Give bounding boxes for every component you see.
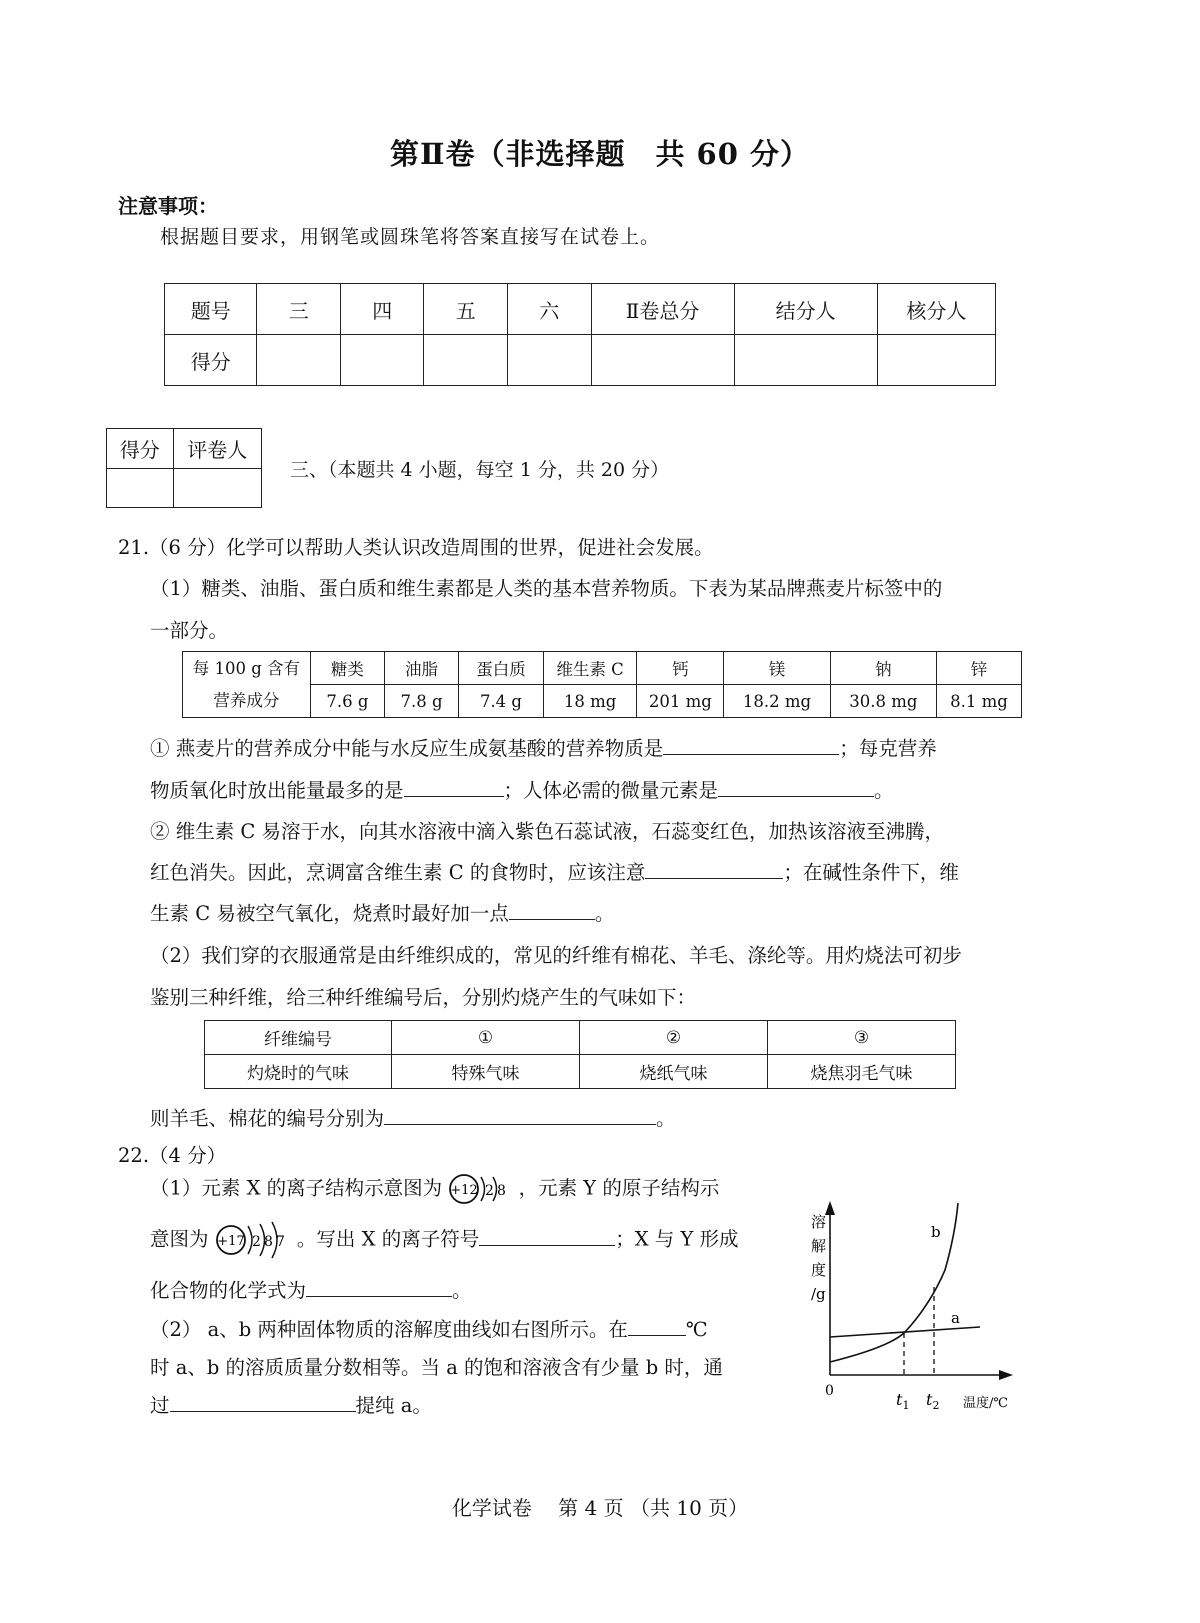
nutrient-name: 镁 bbox=[724, 652, 830, 685]
q22-p2-line3 bbox=[150, 1390, 432, 1418]
q21-s2-text-a: 红色消失。因此，烹调富含维生素 C 的食物时，应该注意 bbox=[150, 861, 646, 884]
answer-blank[interactable] bbox=[384, 1104, 656, 1125]
score-row-label: 得分 bbox=[165, 335, 257, 386]
fiber-cell: 纤维编号 bbox=[205, 1021, 392, 1055]
score-entry-cell[interactable] bbox=[257, 335, 341, 386]
q21-p1-line2: 一部分。 bbox=[150, 619, 229, 642]
answer-blank[interactable] bbox=[663, 734, 839, 755]
nutrient-name: 维生素 C bbox=[543, 652, 636, 685]
nutrition-table bbox=[182, 651, 1022, 718]
y-axis-arrow-icon bbox=[825, 1201, 835, 1215]
q22-p2-line1 bbox=[150, 1314, 708, 1342]
nutrient-name: 糖类 bbox=[310, 652, 384, 685]
q21-s1-line2 bbox=[150, 775, 894, 803]
grader-score-label: 得分 bbox=[107, 429, 174, 469]
y-label-char: 溶 bbox=[811, 1213, 827, 1231]
q21-p2-line1: （2）我们穿的衣服通常是由纤维织成的，常见的纤维有棉花、羊毛、涤纶等。用灼烧法可初步 bbox=[150, 944, 962, 967]
fiber-cell: ② bbox=[580, 1021, 768, 1055]
q22-p1-text-b: ，元素 Y 的原子结构示 bbox=[518, 1176, 720, 1200]
score-cell: 四 bbox=[340, 284, 424, 335]
y-label-char: /g bbox=[811, 1285, 826, 1303]
fiber-cell: 灼烧时的气味 bbox=[205, 1055, 392, 1089]
q21-s2-text-c: 生素 C 易被空气氧化，烧煮时最好加一点 bbox=[150, 902, 509, 925]
nutrient-name: 钙 bbox=[637, 652, 724, 685]
q22-p1-text-e: ；X 与 Y 形成 bbox=[615, 1227, 739, 1251]
answer-blank[interactable] bbox=[306, 1276, 452, 1297]
curve-a-label: a bbox=[951, 1309, 960, 1327]
q21-p2-question bbox=[150, 1103, 676, 1131]
q21-p2-text-a: 则羊毛、棉花的编号分别为 bbox=[150, 1107, 385, 1130]
q21-s1-text-e: 。 bbox=[874, 779, 894, 802]
section3-heading: 三、（本题共 4 小题，每空 1 分，共 20 分） bbox=[290, 459, 670, 481]
score-table bbox=[164, 283, 996, 386]
nutrient-name: 油脂 bbox=[384, 652, 458, 685]
score-cell: 三 bbox=[257, 284, 341, 335]
fiber-table bbox=[204, 1020, 956, 1089]
nutrient-name: 蛋白质 bbox=[459, 652, 544, 685]
nutrient-name: 钠 bbox=[830, 652, 936, 685]
page-footer: 化学试卷 第 4 页 （共 10 页） bbox=[451, 1496, 749, 1520]
notice-body: 根据题目要求，用钢笔或圆珠笔将答案直接写在试卷上。 bbox=[160, 226, 661, 248]
t2-sub: 2 bbox=[932, 1399, 940, 1412]
t1-main: t bbox=[896, 1390, 903, 1409]
nutrient-value: 7.6 g bbox=[310, 685, 384, 718]
fiber-cell: ① bbox=[392, 1021, 580, 1055]
q21-s2-text-b: ；在碱性条件下，维 bbox=[783, 861, 959, 884]
t2-label bbox=[926, 1390, 939, 1412]
nutrition-header-bottom: 营养成分 bbox=[213, 690, 280, 710]
q21-p2-text-b: 。 bbox=[656, 1107, 676, 1130]
q22-p1-text-c: 意图为 bbox=[150, 1227, 209, 1251]
answer-blank[interactable] bbox=[404, 776, 504, 797]
score-table-score-row bbox=[165, 335, 996, 386]
score-cell: 六 bbox=[508, 284, 592, 335]
q21-s2-line1: ② 维生素 C 易溶于水，向其水溶液中滴入紫色石蕊试液，石蕊变红色，加热该溶液至沸腾， bbox=[150, 820, 945, 843]
solubility-graph bbox=[795, 1195, 1025, 1420]
q22-p1-line1 bbox=[150, 1172, 719, 1206]
answer-blank[interactable] bbox=[718, 776, 874, 797]
ion-x-shell: 8 bbox=[497, 1183, 507, 1199]
nutrient-value: 8.1 mg bbox=[937, 685, 1022, 718]
score-cell: 核分人 bbox=[877, 284, 995, 335]
q22-p1-text-a: （1）元素 X 的离子结构示意图为 bbox=[150, 1176, 443, 1200]
x-label: 温度/℃ bbox=[963, 1396, 1008, 1411]
answer-blank[interactable] bbox=[509, 899, 595, 920]
ion-x-nucleus: +12 bbox=[450, 1183, 479, 1198]
fiber-cell: 烧纸气味 bbox=[580, 1055, 768, 1089]
nutrition-header bbox=[183, 652, 311, 718]
q21-s1-text-d: ；人体必需的微量元素是 bbox=[503, 779, 719, 802]
grader-table bbox=[106, 428, 262, 508]
q22-p2-text-e: 提纯 a。 bbox=[355, 1394, 432, 1417]
nutrient-value: 30.8 mg bbox=[830, 685, 936, 718]
score-entry-cell[interactable] bbox=[424, 335, 508, 386]
q21-s1-text-b: ；每克营养 bbox=[839, 737, 937, 760]
answer-blank[interactable] bbox=[645, 858, 783, 879]
q22-p1-line2 bbox=[150, 1220, 739, 1260]
q22-intro: 22.（4 分） bbox=[118, 1144, 227, 1167]
fiber-cell: ③ bbox=[768, 1021, 956, 1055]
y-label-char: 解 bbox=[811, 1237, 827, 1255]
score-table-header-row bbox=[165, 284, 996, 335]
nutrient-value: 7.8 g bbox=[384, 685, 458, 718]
ion-x-structure-icon bbox=[448, 1172, 512, 1206]
q22-p1-text-f: 化合物的化学式为 bbox=[150, 1279, 307, 1302]
t1-label bbox=[896, 1390, 909, 1412]
q21-intro: 21.（6 分）化学可以帮助人类认识改造周围的世界，促进社会发展。 bbox=[118, 536, 714, 559]
q22-p1-line3 bbox=[150, 1275, 472, 1303]
nutrient-value: 7.4 g bbox=[459, 685, 544, 718]
q22-p2-text-b: ℃ bbox=[685, 1318, 708, 1341]
q22-p1-text-g: 。 bbox=[452, 1279, 472, 1302]
q21-s1-line1 bbox=[150, 733, 937, 761]
score-entry-cell[interactable] bbox=[734, 335, 877, 386]
t2-main: t bbox=[926, 1390, 933, 1409]
q21-p2-line2: 鉴别三种纤维，给三种纤维编号后，分别灼烧产生的气味如下： bbox=[150, 986, 697, 1009]
score-cell: 五 bbox=[424, 284, 508, 335]
atom-y-structure-icon bbox=[215, 1220, 291, 1260]
nutrient-value: 18 mg bbox=[543, 685, 636, 718]
notice-heading: 注意事项： bbox=[118, 194, 218, 218]
atom-y-shell: 7 bbox=[275, 1234, 285, 1250]
score-entry-cell[interactable] bbox=[877, 335, 995, 386]
q22-p2-line2: 时 a、b 的溶质质量分数相等。当 a 的饱和溶液含有少量 b 时，通 bbox=[150, 1356, 723, 1379]
score-cell: 结分人 bbox=[734, 284, 877, 335]
fiber-cell: 特殊气味 bbox=[392, 1055, 580, 1089]
atom-y-shell: 2 bbox=[251, 1234, 261, 1250]
y-label-char: 度 bbox=[811, 1261, 827, 1279]
q21-s1-text-c: 物质氧化时放出能量最多的是 bbox=[150, 779, 404, 802]
nutrition-header-top: 每 100 g 含有 bbox=[192, 658, 301, 678]
answer-blank[interactable] bbox=[170, 1391, 356, 1412]
origin-label: 0 bbox=[825, 1383, 834, 1399]
x-axis-arrow-icon bbox=[999, 1370, 1013, 1380]
q22-p2-text-a: （2） a、b 两种固体物质的溶解度曲线如右图所示。在 bbox=[150, 1318, 628, 1341]
q21-s2-line3 bbox=[150, 898, 614, 926]
q22-p1-text-d: 。写出 X 的离子符号 bbox=[296, 1227, 480, 1251]
atom-y-shell: 8 bbox=[263, 1234, 273, 1250]
grader-score-cell[interactable] bbox=[107, 468, 174, 508]
score-entry-cell[interactable] bbox=[508, 335, 592, 386]
q21-s2-text-d: 。 bbox=[594, 902, 615, 925]
section-title: 第Ⅱ卷（非选择题 共 60 分） bbox=[390, 137, 810, 171]
score-cell: 题号 bbox=[165, 284, 257, 335]
grader-name-label: 评卷人 bbox=[173, 429, 261, 469]
fiber-cell: 烧焦羽毛气味 bbox=[768, 1055, 956, 1089]
q21-s2-line2 bbox=[150, 857, 959, 885]
score-entry-cell[interactable] bbox=[340, 335, 424, 386]
atom-y-nucleus: +17 bbox=[217, 1234, 245, 1249]
t1-sub: 1 bbox=[902, 1399, 910, 1412]
score-cell: Ⅱ卷总分 bbox=[591, 284, 734, 335]
answer-blank[interactable] bbox=[628, 1315, 686, 1336]
nutrient-name: 锌 bbox=[937, 652, 1022, 685]
q21-p1-line1: （1）糖类、油脂、蛋白质和维生素都是人类的基本营养物质。下表为某品牌燕麦片标签中的 bbox=[150, 577, 943, 600]
ion-x-shell: 2 bbox=[485, 1183, 495, 1199]
curve-b-label: b bbox=[931, 1223, 941, 1241]
q21-s1-text-a: ① 燕麦片的营养成分中能与水反应生成氨基酸的营养物质是 bbox=[150, 737, 664, 760]
answer-blank[interactable] bbox=[479, 1225, 615, 1246]
nutrient-value: 18.2 mg bbox=[724, 685, 830, 718]
q22-p2-text-d: 过 bbox=[150, 1394, 170, 1417]
nutrient-value: 201 mg bbox=[637, 685, 724, 718]
grader-name-cell[interactable] bbox=[173, 468, 261, 508]
score-entry-cell[interactable] bbox=[591, 335, 734, 386]
